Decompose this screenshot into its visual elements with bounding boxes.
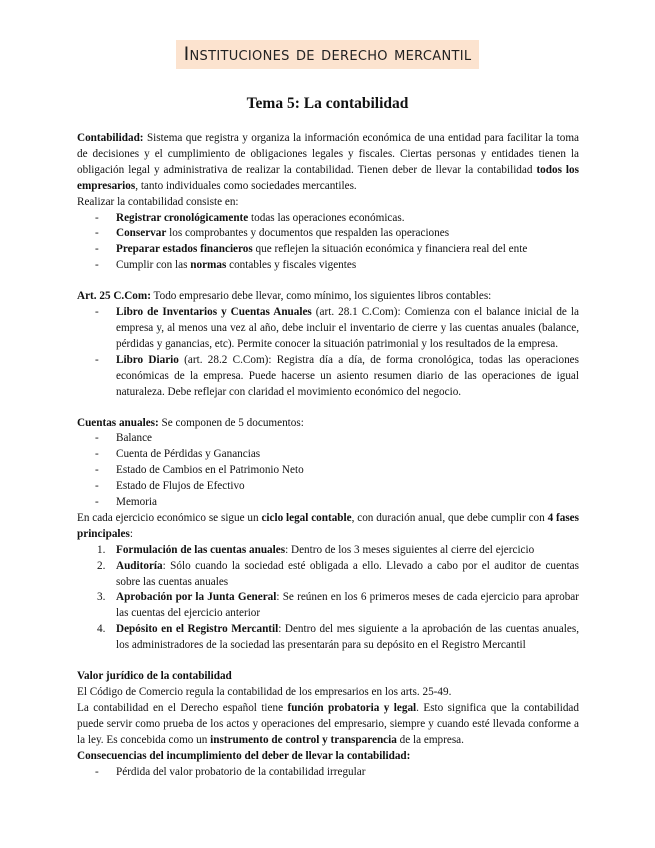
consecuencias-list xyxy=(77,765,579,781)
phases-list xyxy=(77,543,579,654)
header xyxy=(0,40,655,69)
consecuencias-heading: Consecuencias del incumplimiento del deber de llevar la contabilidad: xyxy=(77,749,411,762)
contabilidad-definition: Contabilidad: Sistema que registra y organiza la información económica de una entidad para facilitar la toma de decisiones y el cumplimiento de obligaciones legales y fiscales. Ciertas personas y entidades tienen la obligación legal y administrativa de realizar la contabilidad. Tienen deber de llevar la contabilidad todos los empresarios, tanto individuales como sociedades mercantiles. xyxy=(77,132,579,192)
list-item: - Pérdida del valor probatorio de la contabilidad irregular xyxy=(77,765,579,781)
contabilidad-intro: Realizar la contabilidad consiste en: xyxy=(77,195,239,208)
list-item: 4. Depósito en el Registro Mercantil: Dentro del mes siguiente a la aprobación de las cuentas anuales, los administradores de la sociedad las presentarán para su depósito en el Registro Mercantil xyxy=(97,623,579,652)
document-title: Instituciones de derecho mercantil xyxy=(176,40,480,69)
list-item: 2. Auditoría: Sólo cuando la sociedad esté obligada a ello. Llevado a cabo por el auditor de cuentas sobre las cuentas anuales xyxy=(97,559,579,588)
art25-intro: Art. 25 C.Com: Todo empresario debe llevar, como mínimo, los siguientes libros contables: xyxy=(77,290,492,303)
document-body xyxy=(77,131,579,780)
term: Contabilidad: xyxy=(77,132,144,144)
contabilidad-list xyxy=(77,211,579,275)
cuentas-list xyxy=(77,431,579,511)
topic-title: Tema 5: La contabilidad xyxy=(246,95,409,112)
list-item: 1. Formulación de las cuentas anuales: Dentro de los 3 meses siguientes al cierre del ejercicio xyxy=(97,543,535,556)
cycle-paragraph: En cada ejercicio económico se sigue un ciclo legal contable, con duración anual, que debe cumplir con 4 fases principales: xyxy=(77,511,579,540)
list-item: - Cuenta de Pérdidas y Ganancias xyxy=(77,447,579,463)
list-item: - Registrar cronológicamente todas las operaciones económicas. xyxy=(77,211,579,227)
list-item: - Conservar los comprobantes y documentos que respalden las operaciones xyxy=(77,226,579,242)
list-item: - Memoria xyxy=(77,495,579,511)
valor-paragraph: La contabilidad en el Derecho español tiene función probatoria y legal. Esto significa que la contabilidad puede servir como prueba de los actos y operaciones del empresario, siempre y cuando esté llevada conforme a la ley. Es concebida como un instrumento de control y transparencia de la empresa. xyxy=(77,701,579,746)
list-item: - Libro de Inventarios y Cuentas Anuales (art. 28.1 C.Com): Comienza con el balance inicial de la empresa y, al menos una vez al año, debe incluir el inventario de cierre y las cuentas anuales (balance, pérdidas y ganancias, etc). Permite conocer la situación patrimonial y los resultados de la empresa. xyxy=(77,305,579,353)
valor-heading: Valor jurídico de la contabilidad xyxy=(77,670,232,683)
list-item: - Cumplir con las normas contables y fiscales vigentes xyxy=(77,258,579,274)
valor-line: El Código de Comercio regula la contabilidad de los empresarios en los arts. 25-49. xyxy=(77,686,452,698)
list-item: - Preparar estados financieros que reflejen la situación económica y financiera real del ente xyxy=(77,242,579,258)
cuentas-intro: Cuentas anuales: Se componen de 5 documentos: xyxy=(77,416,304,429)
list-item: - Estado de Flujos de Efectivo xyxy=(77,479,579,495)
list-item: - Estado de Cambios en el Patrimonio Neto xyxy=(77,463,579,479)
list-item: - Balance xyxy=(77,431,579,447)
art25-list xyxy=(77,305,579,400)
list-item: - Libro Diario (art. 28.2 C.Com): Registra día a día, de forma cronológica, todas las operaciones económicas de la empresa. Puede hacerse un asiento resumen diario de las operaciones de igual naturaleza. Debe reflejar con claridad el movimiento económico del negocio. xyxy=(77,353,579,401)
list-item: 3. Aprobación por la Junta General: Se reúnen en los 6 primeros meses de cada ejercicio para aprobar las cuentas del ejercicio anterior xyxy=(97,591,579,620)
